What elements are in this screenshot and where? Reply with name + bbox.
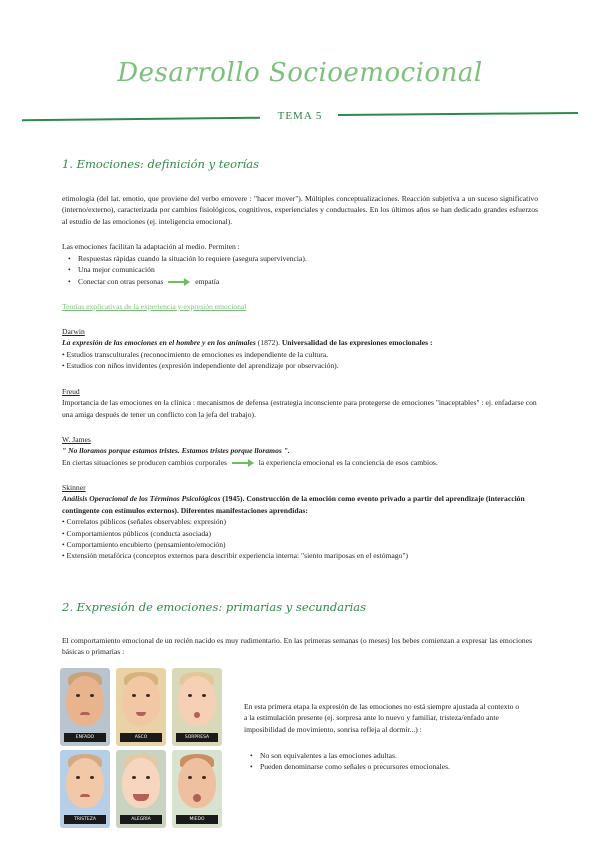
james-text [62, 457, 540, 468]
adaptation-intro: Las emociones facilitan la adaptación al medio. Permiten : [62, 242, 240, 251]
baby-photo-alegria [116, 750, 166, 828]
list-item [66, 276, 536, 287]
tema-label: TEMA 5 [277, 110, 323, 122]
theories-link-text[interactable]: Teorías explicativas de la experiencia y expresión emocional [62, 302, 247, 311]
list-item: • Extensión metafórica (conceptos externos para describir experiencia interna: "siento mariposas en el estómago") [62, 551, 409, 561]
james-text-before: En ciertas situaciones se producen cambios corporales [62, 457, 227, 467]
document-title: Desarrollo Socioemocional [117, 58, 483, 88]
definition-paragraph: etimología (del lat. emotio, que proviene del verbo emovere : "hacer mover"). Múltiples conceptualizaciones. Reacción subjetiva a un suceso significativo (interno/externo), caracterizada por cambios fisiológicos, cognitivos, experienciales y conductuales. En los últimos años se han dedicado grandes esfuerzos al estudio de las emociones (ej. inteligencia emocional). [62, 194, 538, 226]
freud-text: Importancia de las emociones en la clínica : mecanismos de defensa (estrategia inconsciente para protegerse de emociones "inaceptables" : ej. enfadarse con una amiga después de tener un conflicto con la jefa del trabajo). [62, 398, 537, 419]
james-quote [62, 445, 540, 456]
james-text-after: la experiencia emocional es la conciencia de esos cambios. [258, 457, 438, 467]
james-name: W. James [62, 435, 91, 444]
darwin-name: Darwin [62, 327, 85, 336]
baby-emotions-photo-grid [60, 668, 222, 828]
skinner-claim [62, 493, 540, 516]
photo-label: MIEDO [176, 815, 218, 824]
darwin-claim-text: Universalidad de las expresiones emocionales : [281, 338, 433, 348]
james-block [62, 434, 540, 468]
arrow-right-icon [168, 279, 190, 285]
list-item: • Correlatos públicos (señales observables: expresión) [62, 517, 226, 527]
baby-photo-miedo [172, 750, 222, 828]
darwin-claim [62, 337, 540, 348]
first-stage-list [248, 750, 538, 773]
freud-block [62, 386, 540, 420]
list-item: • Comportamiento encubierto (pensamiento/emoción) [62, 540, 226, 550]
skinner-work: Análisis Operacional de los Términos Psicológicos [62, 494, 221, 504]
list-item-text: Conectar con otras personas [78, 276, 164, 286]
list-item: • Respuestas rápidas cuando la situación lo requiere (asegura supervivencia). [66, 253, 536, 264]
list-item: • No son equivalentes a las emociones adultas. [248, 750, 538, 761]
list-item: • Estudios con niños invidentes (expresión independiente del aprendizaje por observación). [62, 361, 339, 371]
skinner-block [62, 482, 540, 562]
arrow-right-icon [232, 460, 254, 466]
list-item: • Pueden denominarse como señales o precursores emocionales. [248, 761, 538, 772]
section2-intro: El comportamiento emocional de un recién nacido es muy rudimentario. En las primeras semanas (o meses) los bebes comienzan a expresar las emociones básicas o primarias : [62, 636, 533, 657]
darwin-year: (1872). [257, 338, 280, 348]
photo-label: TRISTEZA [64, 815, 106, 824]
list-item-target: empatía [195, 276, 220, 286]
section1-heading: 1. Emociones: definición y teorías [62, 157, 259, 171]
photo-label: ASCO [120, 733, 162, 742]
section2-heading: 2. Expresión de emociones: primarias y secundarias [62, 600, 367, 614]
list-item: • Una mejor comunicación [66, 264, 536, 275]
list-item: • Comportamientos públicos (conducta asociada) [62, 528, 212, 538]
baby-photo-asco [116, 668, 166, 746]
first-stage-text: En esta primera etapa la expresión de las emociones no está siempre ajustada al contexto o a la estimulación presente (ej. sorpresa ante lo nuevo y familiar, tristeza/enfado ante imposibilidad de movimiento, sonrisa refleja al dormir...) : [244, 702, 520, 734]
photo-label: ENFADO [64, 733, 106, 742]
baby-photo-tristeza [60, 750, 110, 828]
james-quote-text: " No lloramos porque estamos tristes. Estamos tristes porque lloramos ". [62, 446, 290, 456]
theories-link[interactable] [62, 301, 538, 312]
photo-label: ALEGRÍA [120, 815, 162, 824]
list-item: • Estudios transculturales (reconocimiento de emociones es independiente de la cultura. [62, 349, 329, 359]
skinner-name: Skinner [62, 483, 86, 492]
baby-photo-enfado [60, 668, 110, 746]
adaptation-list [66, 253, 536, 287]
baby-photo-sorpresa [172, 668, 222, 746]
skinner-rest: (1945). Construcción de la emoción como evento privado a partir del aprendizaje (interacción contingente con estímulos externos). Diferentes manifestaciones aprendidas: [62, 494, 525, 515]
darwin-work: La expresión de las emociones en el hombre y en los animales [62, 338, 256, 348]
darwin-block [62, 326, 540, 372]
photo-label: SORPRESA [176, 733, 218, 742]
freud-name: Freud [62, 387, 80, 396]
